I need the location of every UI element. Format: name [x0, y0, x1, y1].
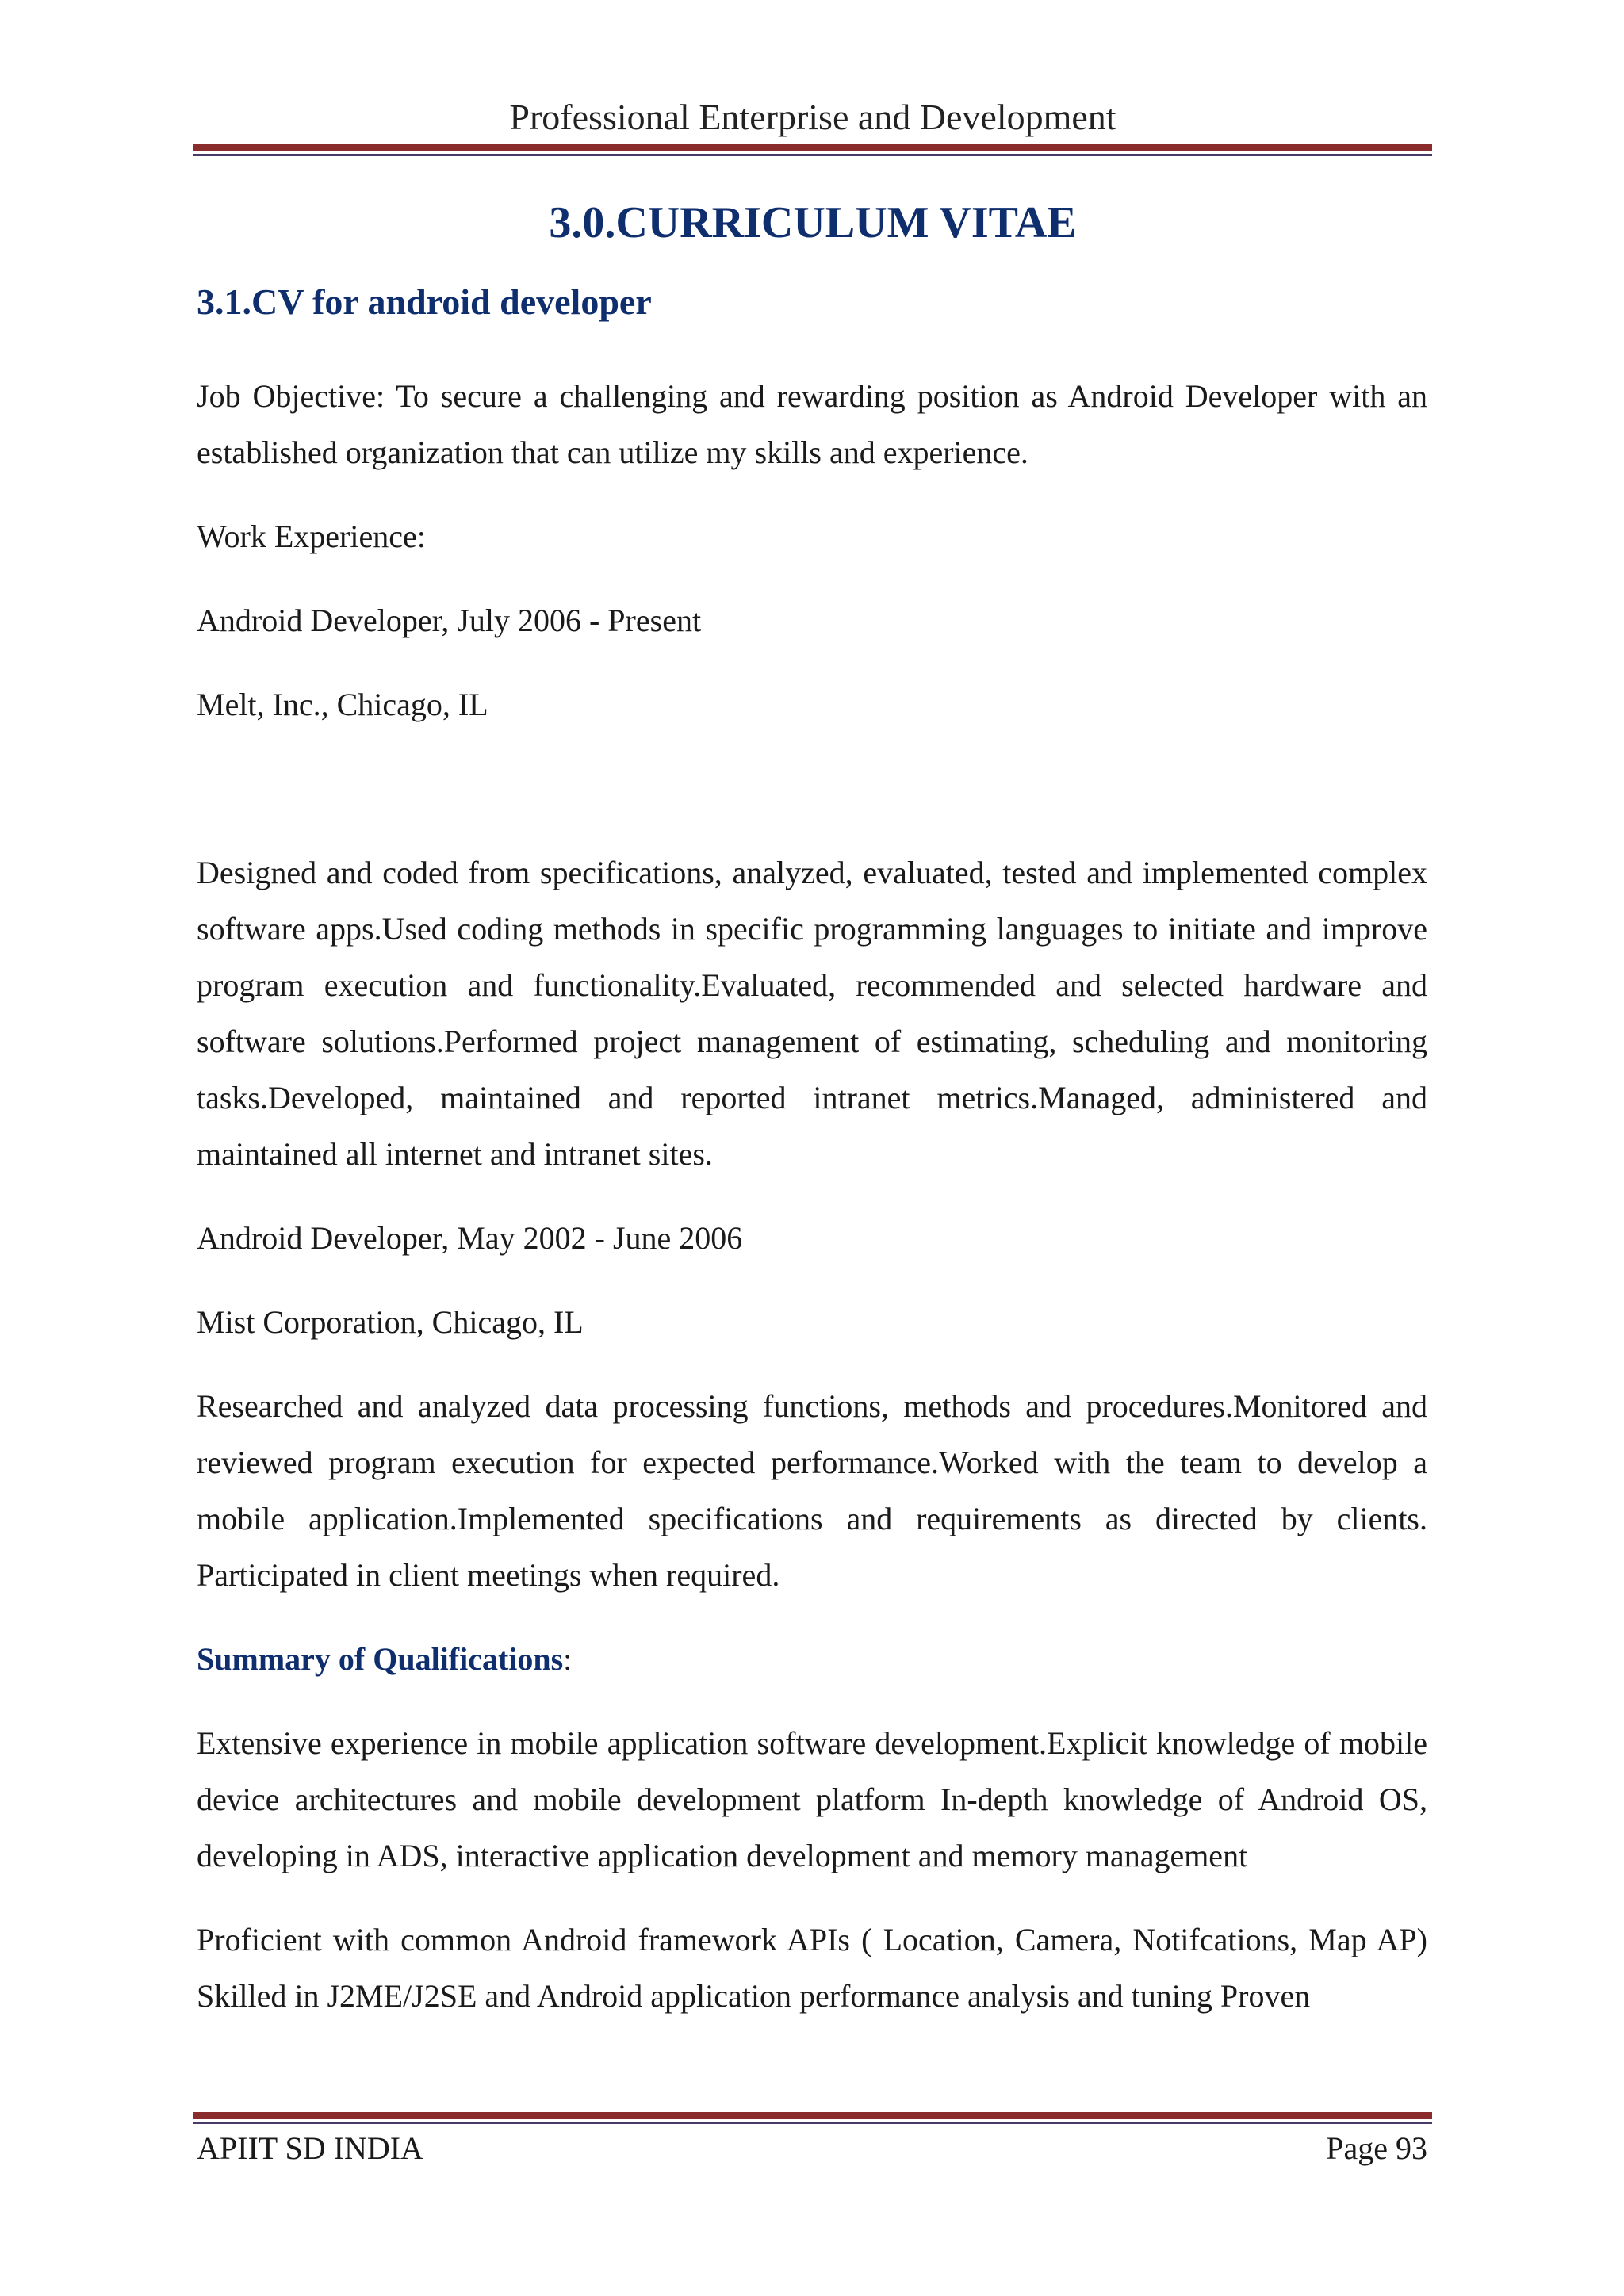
header-rule: [193, 144, 1432, 156]
job1-title: Android Developer, July 2006 - Present: [197, 603, 702, 638]
job2-description: Researched and analyzed data processing functions, methods and procedures.Monitored and reviewed program execution for expected performance.Worked with the team to develop a mobile application.Implemented specifications and requirements as directed by clients. Participated in client meetings when required.: [197, 1388, 1427, 1593]
job1-company: Melt, Inc., Chicago, IL: [197, 687, 488, 722]
page-title: 3.0.CURRICULUM VITAE: [549, 198, 1077, 247]
footer-rule: [193, 2112, 1432, 2124]
job1-description: Designed and coded from specifications, analyzed, evaluated, tested and implemented complex software apps.Used coding methods in specific programming languages to initiate and improve program execution and functionality.Evaluated, recommended and selected hardware and software solutions.Performed project management of estimating, scheduling and monitoring tasks.Developed, maintained and reported intranet metrics.Managed, administered and maintained all internet and intranet sites.: [197, 855, 1427, 1172]
job2-company: Mist Corporation, Chicago, IL: [197, 1304, 584, 1340]
footer-institution: APIIT SD INDIA: [197, 2130, 423, 2166]
page-footer: [197, 2126, 1427, 2171]
qualifications-heading-line: [197, 1631, 1427, 1687]
qualifications-paragraph-2: Proficient with common Android framework APIs ( Location, Camera, Notifcations, Map AP) Skilled in J2ME/J2SE and Android application performance analysis and tuning Proven: [197, 1922, 1427, 2014]
qualifications-paragraph-1: Extensive experience in mobile application software development.Explicit knowledge of mobile device architectures and mobile development platform In-depth knowledge of Android OS, developing in ADS, interactive application development and memory management: [197, 1725, 1427, 1873]
blank-line: [197, 760, 1427, 844]
job-objective-paragraph: Job Objective: To secure a challenging and rewarding position as Android Developer with an established organization that can utilize my skills and experience.: [197, 378, 1427, 470]
qualifications-colon: :: [563, 1641, 573, 1677]
document-body: [197, 368, 1427, 2052]
work-experience-label: Work Experience:: [197, 519, 426, 554]
job2-title: Android Developer, May 2002 - June 2006: [197, 1220, 743, 1256]
page-number: Page 93: [1326, 2130, 1427, 2166]
qualifications-heading: Summary of Qualifications: [197, 1641, 564, 1677]
section-heading: 3.1.CV for android developer: [197, 281, 652, 322]
running-header: Professional Enterprise and Development: [509, 97, 1116, 137]
